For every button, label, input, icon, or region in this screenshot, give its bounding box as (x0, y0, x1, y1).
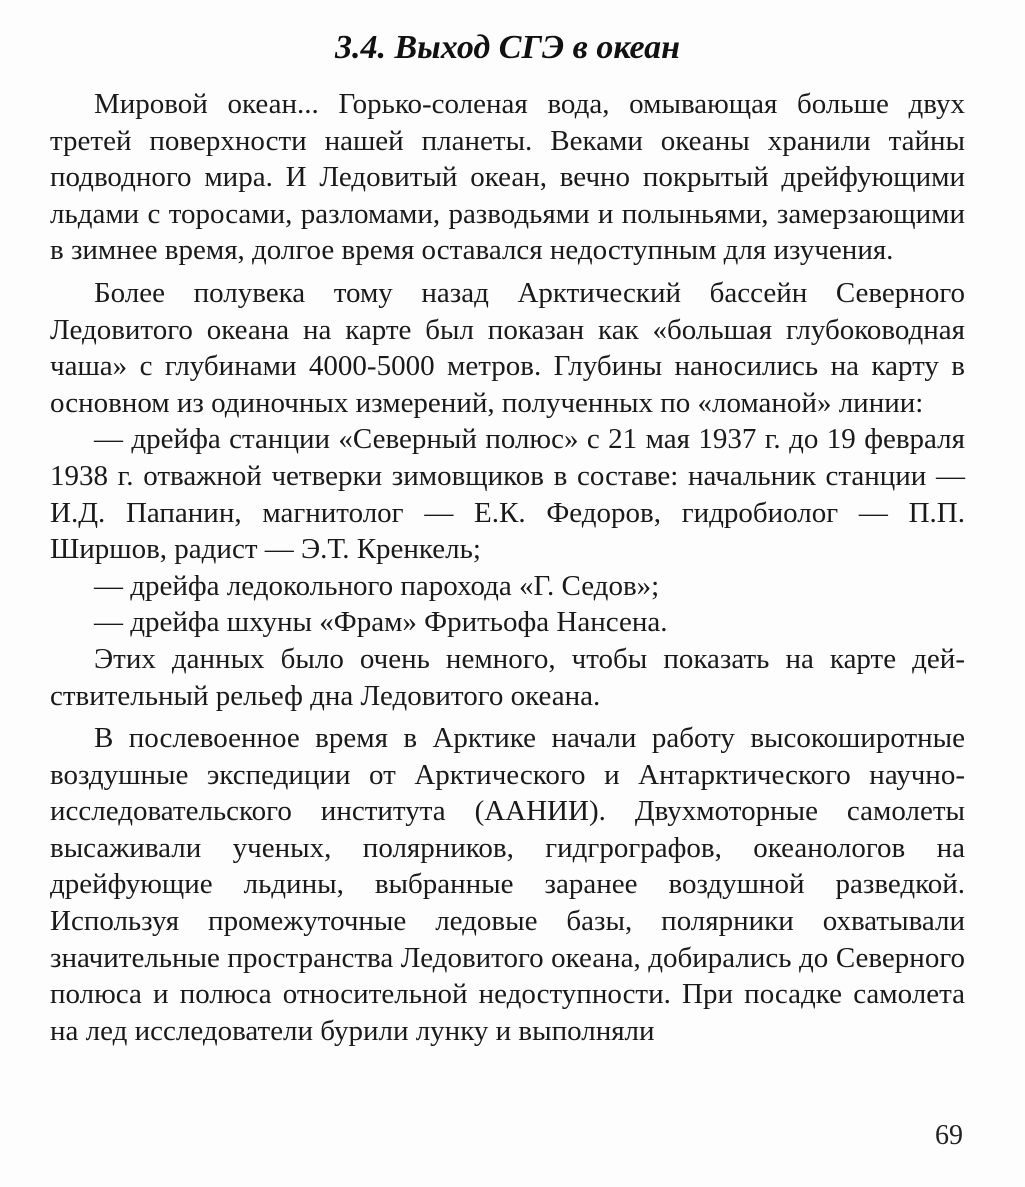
page-number: 69 (935, 1120, 963, 1151)
paragraph-postwar-expeditions: В послевоенное время в Арктике начали работу высокоширотные воздушные экспедиции от Арктического и Антарктического научно-исследовательского института (ААНИИ). Двухмоторные самолеты высаживали ученых, полярников, гидгрографов, океанологов на дрейфующие льдины, выбранные заранее воздушной разведкой. Используя промежуточные ледовые базы, полярники охватывали значительные пространства Ледовитого океана, добирались до Северного полюса и полюса относительной недоступности. При посадке самолета на лед исследователи бурили лунку и выполняли (50, 722, 965, 1047)
paragraph-map-history: Более полувека тому назад Арктический бассейн Северного Ледовитого океана на карте был показан как «большая глубоководная чаша» с глубинами 4000-5000 метров. Глубины наносились на карту в основном из одиночных измерений, полученных по «ломаной» линии: (50, 276, 965, 419)
paragraph-intro: Мировой океан... Горько-соленая вода, омывающая больше двух третей поверхности нашей планеты. Веками океаны хранили тайны подводного мира. И Ледовитый океан, вечно покрытый дрейфующими льдами с торосами, разломами, разводьями и полыньями, замерзающими в зимнее время, долгое время оставался недоступным для изучения. (50, 88, 965, 267)
list-item-north-pole-drift: — дрейфа станции «Северный полюс» с 21 мая 1937 г. до 19 февраля 1938 г. отважной четверки зимовщиков в составе: начальник станции — И.Д. Папанин, магнитолог — Е.К. Федоров, гидробиолог — П.П. Ширшов, радист — Э.Т. Кренкель; (50, 423, 965, 566)
paragraph-data-scarcity: Этих данных было очень немного, чтобы показать на карте действительный рельеф дна Ледовитого океана. (50, 642, 965, 712)
list-item-fram-drift: — дрейфа шхуны «Фрам» Фритьофа Нансена. (94, 606, 668, 639)
list-item-sedov-drift: — дрейфа ледокольного парохода «Г. Седов»; (94, 569, 660, 602)
section-title: 3.4. Выход СГЭ в океан (334, 29, 681, 66)
body-text (50, 86, 965, 1049)
